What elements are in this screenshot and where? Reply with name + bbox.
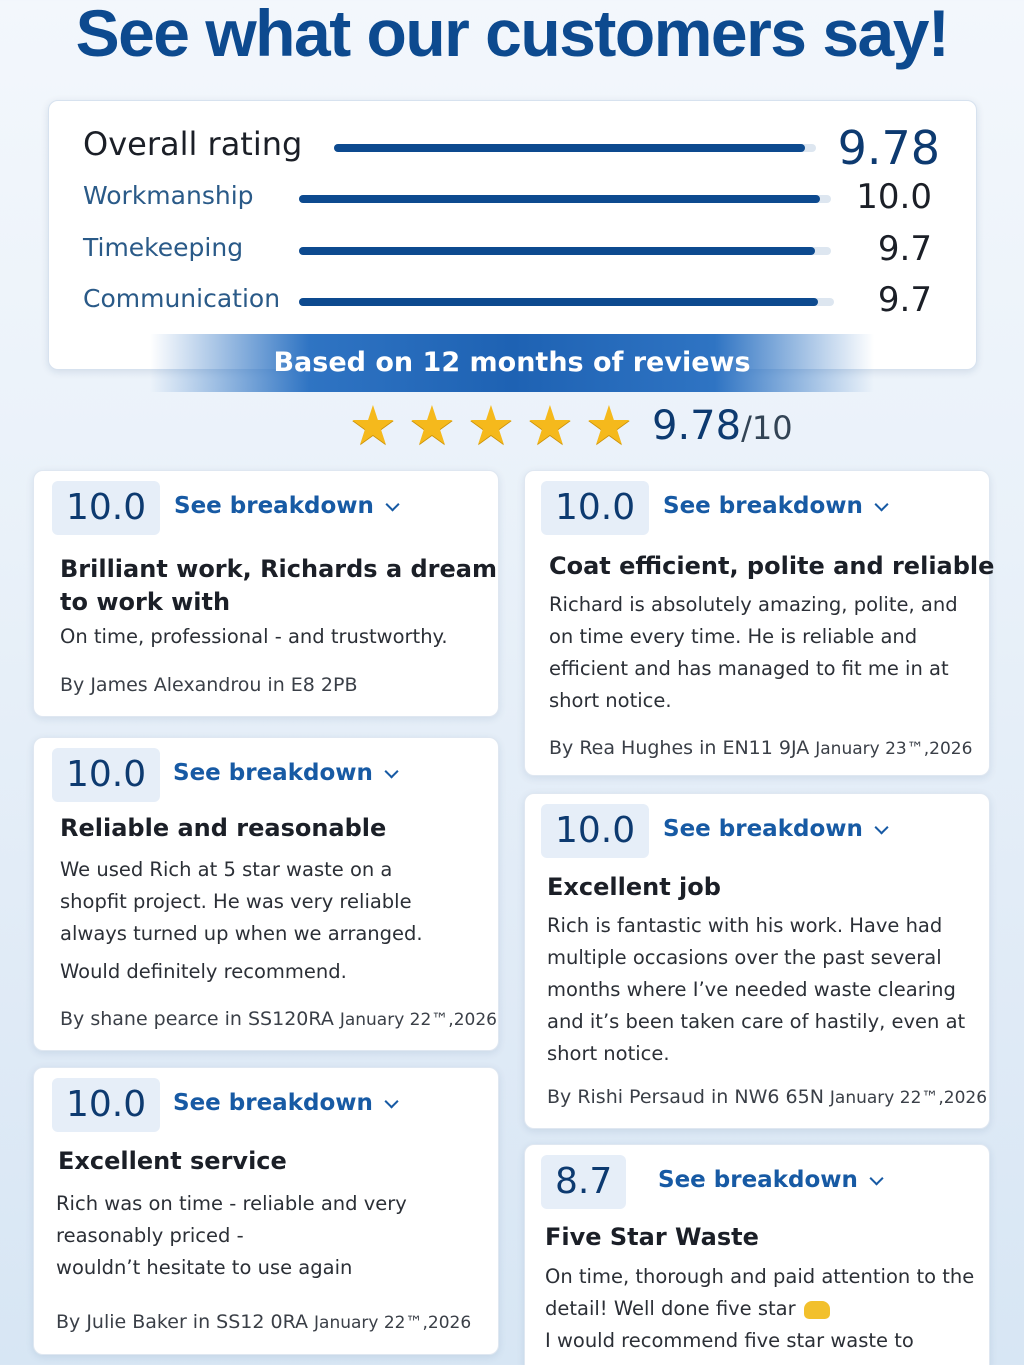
see-breakdown-button[interactable] (663, 816, 883, 842)
review-title: Reliable and reasonable (60, 814, 387, 842)
review-title: Coat efficient, polite and reliable (549, 552, 995, 580)
rating-summary-panel (48, 100, 977, 370)
star-icon: ★ (584, 394, 634, 457)
see-breakdown-button[interactable] (173, 760, 393, 786)
rating-label-communication: Communication (83, 284, 281, 313)
chevron-down-icon (384, 1094, 398, 1108)
review-body (549, 589, 959, 717)
review-body (60, 854, 465, 988)
review-card (33, 470, 499, 717)
star-icon: ★ (525, 394, 575, 457)
review-body-text: On time, thorough and paid attention to the detail! Well done five star (545, 1265, 975, 1320)
review-date: January 23™,2026 (815, 739, 973, 759)
review-card (524, 793, 990, 1129)
overall-score-denominator: /10 (741, 409, 793, 447)
rating-label-timekeeping: Timekeeping (83, 233, 244, 262)
rating-bar-workmanship (299, 195, 831, 203)
review-body-paragraph: wouldn’t hesitate to use again (56, 1256, 353, 1279)
rating-bar-overall (334, 144, 816, 152)
review-body (56, 1188, 466, 1284)
review-date: January 22™,2026 (339, 1010, 497, 1030)
based-on-banner: Based on 12 months of reviews (150, 334, 874, 392)
review-title: Excellent service (58, 1147, 287, 1175)
review-body (545, 1261, 985, 1357)
star-icon: ★ (348, 394, 398, 457)
see-breakdown-label: See breakdown (174, 493, 374, 519)
rating-bar-fill-overall (334, 144, 805, 152)
see-breakdown-button[interactable] (663, 493, 883, 519)
see-breakdown-label: See breakdown (173, 1090, 373, 1116)
star-icon: ★ (466, 394, 516, 457)
review-body-paragraph (545, 1261, 985, 1325)
review-title: Excellent job (547, 873, 721, 901)
review-author-name: By Rishi Persaud in NW6 65N (547, 1086, 824, 1108)
rating-value-communication: 9.7 (877, 280, 932, 320)
rating-value-overall: 9.78 (837, 121, 940, 175)
review-title: Five Star Waste (545, 1223, 759, 1251)
rating-bar-communication (299, 298, 834, 306)
review-author (60, 1008, 497, 1030)
review-card (524, 470, 995, 776)
review-body-paragraph: We used Rich at 5 star waste on a shopfit project. He was very reliable always turned up when we arranged. (60, 858, 423, 945)
review-date: January 22™,2026 (829, 1088, 988, 1108)
chevron-down-icon (384, 764, 398, 778)
review-body (547, 910, 977, 1070)
review-body-paragraph: Rich is fantastic with his work. Have had multiple occasions over the past several months where I’ve needed waste clearing and it’s been taken care of hastily, even at short notice. (547, 914, 966, 1065)
review-author (547, 1086, 987, 1108)
chevron-down-icon (869, 1171, 883, 1185)
see-breakdown-button[interactable] (173, 1090, 393, 1116)
review-body-paragraph: Would definitely recommend. (60, 960, 347, 983)
see-breakdown-button[interactable] (174, 493, 394, 519)
rating-label-workmanship: Workmanship (83, 181, 254, 210)
review-score: 10.0 (52, 748, 160, 802)
rating-bar-timekeeping (299, 247, 831, 255)
review-body-paragraph: Richard is absolutely amazing, polite, and on time every time. He is reliable and efficient and has managed to fit me in at short notice. (549, 593, 958, 712)
see-breakdown-label: See breakdown (663, 816, 863, 842)
review-author-name: By shane pearce in SS120RA (60, 1008, 334, 1030)
see-breakdown-button[interactable] (658, 1167, 878, 1193)
review-author-name: By Julie Baker in SS12 0RA (56, 1311, 309, 1333)
chevron-down-icon (874, 497, 888, 511)
rating-value-workmanship: 10.0 (856, 177, 932, 217)
rating-bar-fill-workmanship (299, 195, 820, 203)
star-icon: ★ (407, 394, 457, 457)
chevron-down-icon (874, 820, 888, 834)
review-body-paragraph: On time, professional - and trustworthy. (60, 625, 448, 648)
review-body-paragraph: I would recommend five star waste to (545, 1329, 914, 1352)
overall-score (652, 402, 793, 452)
rating-label-overall: Overall rating (83, 125, 303, 163)
review-score: 10.0 (541, 804, 649, 858)
rating-bar-fill-timekeeping (299, 247, 815, 255)
review-score: 8.7 (541, 1155, 626, 1209)
review-body-paragraph: Rich was on time - reliable and very reasonably priced - (56, 1192, 407, 1247)
review-author-name: By James Alexandrou in E8 2PB (60, 674, 358, 696)
thumbs-up-icon (804, 1301, 830, 1319)
see-breakdown-label: See breakdown (658, 1167, 858, 1193)
review-date: January 22™,2026 (314, 1313, 472, 1333)
review-author-name: By Rea Hughes in EN11 9JA (549, 737, 810, 759)
see-breakdown-label: See breakdown (663, 493, 863, 519)
review-score: 10.0 (541, 481, 649, 535)
page-title: See what our customers say! (75, 0, 949, 70)
see-breakdown-label: See breakdown (173, 760, 373, 786)
review-score: 10.0 (52, 1078, 160, 1132)
review-title: Brilliant work, Richards a dream to work with (60, 555, 497, 616)
review-author (60, 674, 364, 696)
review-card (33, 737, 499, 1051)
rating-bar-fill-communication (299, 298, 818, 306)
review-score: 10.0 (52, 481, 160, 535)
review-body (60, 621, 505, 653)
review-author (549, 737, 972, 759)
review-card (33, 1067, 499, 1355)
overall-score-value: 9.78 (652, 403, 742, 449)
review-author (56, 1311, 471, 1333)
review-card (524, 1144, 990, 1365)
rating-value-timekeeping: 9.7 (877, 229, 932, 269)
chevron-down-icon (385, 497, 399, 511)
